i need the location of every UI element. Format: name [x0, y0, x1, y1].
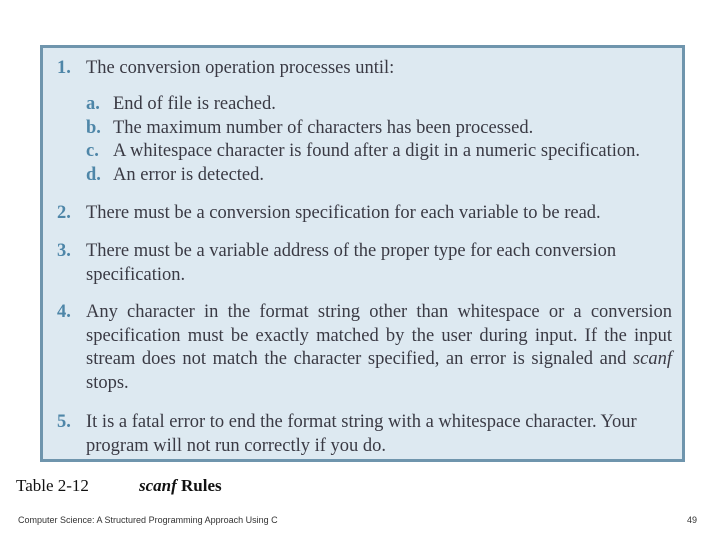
subrule-letter: b.: [86, 118, 101, 138]
caption-label: Table 2-12: [16, 476, 89, 495]
rule-number: 3.: [57, 241, 71, 261]
subrule-text: End of file is reached.: [113, 94, 276, 114]
page-number: 49: [686, 515, 697, 525]
caption-title: Rules: [176, 476, 222, 495]
rule-2: [57, 202, 672, 226]
rule-text-before: Any character in the format string other than whitespace or a conversion specification must be exactly matched by the user during input. If the input stream does not match the character specified, an error is signaled and: [86, 302, 672, 369]
rule-text: [86, 301, 672, 395]
rule-number: 4.: [57, 302, 71, 322]
subrule-letter: c.: [86, 141, 99, 161]
rule-text: It is a fatal error to end the format string with a whitespace character. Your program will not run correctly if you do.: [86, 412, 637, 456]
subrule-b: [86, 117, 672, 141]
rule-text-after: stops.: [86, 372, 129, 393]
rule-number: 2.: [57, 203, 71, 223]
rule-number: 5.: [57, 412, 71, 432]
rule-text: There must be a variable address of the proper type for each conversion specification.: [86, 241, 617, 285]
subrule-d: [86, 164, 672, 188]
subrule-text: An error is detected.: [113, 165, 265, 185]
rule-1: [57, 57, 672, 81]
subrule-a: [86, 93, 672, 117]
rules-panel: [40, 45, 685, 462]
subrule-c: [86, 140, 672, 164]
caption-title-italic: scanf: [139, 476, 177, 495]
subrule-text: The maximum number of characters has been processed.: [113, 118, 534, 138]
footer-course-title: Computer Science: A Structured Programming Approach Using C: [18, 515, 278, 525]
rule-4: [57, 301, 672, 395]
rule-text: The conversion operation processes until:: [86, 58, 395, 78]
rule-text: There must be a conversion specification for each variable to be read.: [86, 203, 601, 223]
subrule-letter: d.: [86, 165, 101, 185]
rule-number: 1.: [57, 58, 71, 78]
rule-3: [57, 240, 672, 287]
rule-5: [57, 411, 672, 458]
table-caption: [16, 476, 222, 496]
scanf-term: scanf: [632, 349, 672, 369]
subrule-text: A whitespace character is found after a digit in a numeric specification.: [113, 141, 641, 161]
subrule-letter: a.: [86, 94, 100, 114]
